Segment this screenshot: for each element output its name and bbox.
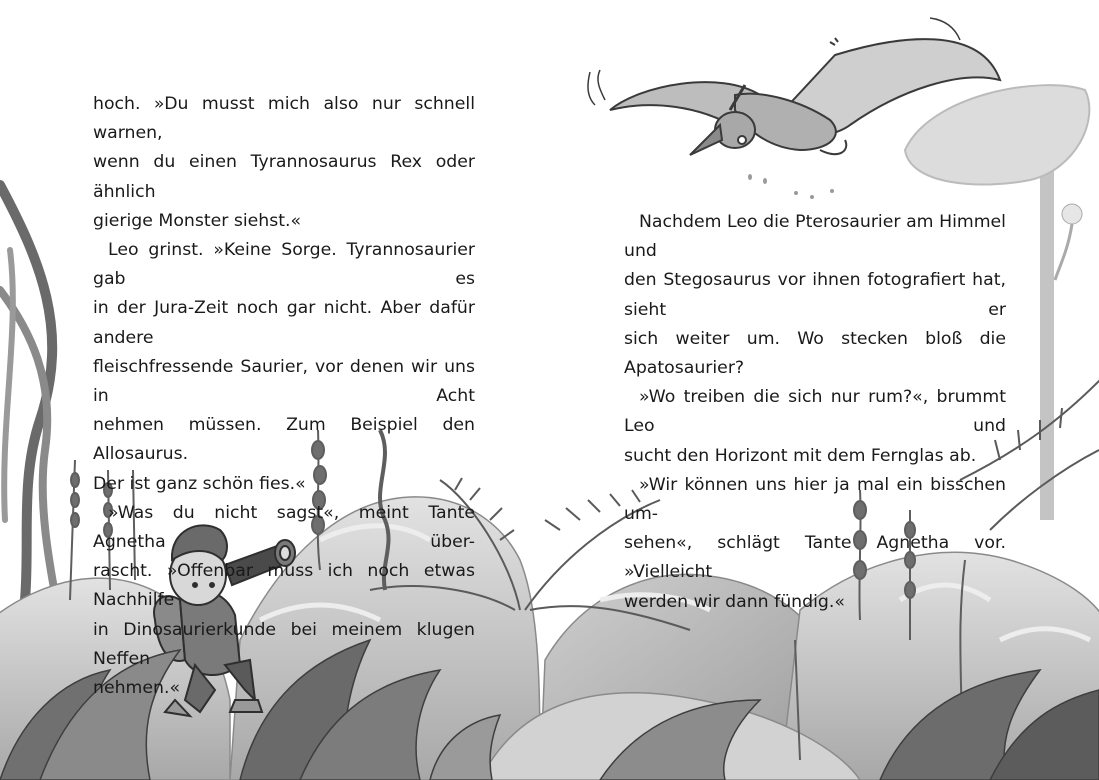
right-page-text: [624, 208, 1006, 617]
text-line: Der ist ganz schön fies.«: [93, 473, 306, 494]
text-line: »Was du nicht sagst«, meint Tante Agnetha über-: [93, 502, 475, 553]
text-line: sich weiter um. Wo stecken bloß die Apatosaurier?: [624, 328, 1006, 379]
text-line: hoch. »Du musst mich also nur schnell warnen,: [93, 94, 475, 144]
text-line: gierige Monster siehst.«: [93, 210, 302, 231]
text-line: nehmen.«: [93, 678, 181, 699]
left-page-text: [93, 90, 475, 703]
left-vines: [0, 185, 60, 620]
text-line: »Wir können uns hier ja mal ein bisschen um-: [624, 474, 1006, 525]
text-line: nehmen müssen. Zum Beispiel den Allosaurus.: [93, 415, 475, 465]
text-line: in Dinosaurierkunde bei meinem klugen Neffen: [93, 619, 475, 669]
text-line: sehen«, schlägt Tante Agnetha vor. »Vielleicht: [624, 533, 1006, 583]
text-line: wenn du einen Tyrannosaurus Rex oder ähnlich: [93, 152, 475, 202]
pterosaur-droppings: [748, 174, 834, 199]
text-line: werden wir dann fündig.«: [624, 591, 845, 612]
text-line: sucht den Horizont mit dem Fernglas ab.: [624, 445, 977, 466]
text-line: fleischfressende Saurier, vor denen wir uns in Acht: [93, 356, 475, 407]
text-line: in der Jura-Zeit noch gar nicht. Aber dafür andere: [93, 298, 475, 348]
text-line: Nachdem Leo die Pterosaurier am Himmel und: [624, 212, 1006, 262]
text-line: »Wo treiben die sich nur rum?«, brummt Leo und: [624, 387, 1006, 437]
text-line: rascht. »Offenbar muss ich noch etwas Nachhilfe: [93, 561, 475, 611]
text-line: den Stegosaurus vor ihnen fotografiert hat, sieht er: [624, 270, 1006, 320]
text-line: Leo grinst. »Keine Sorge. Tyrannosaurier gab es: [93, 240, 475, 290]
